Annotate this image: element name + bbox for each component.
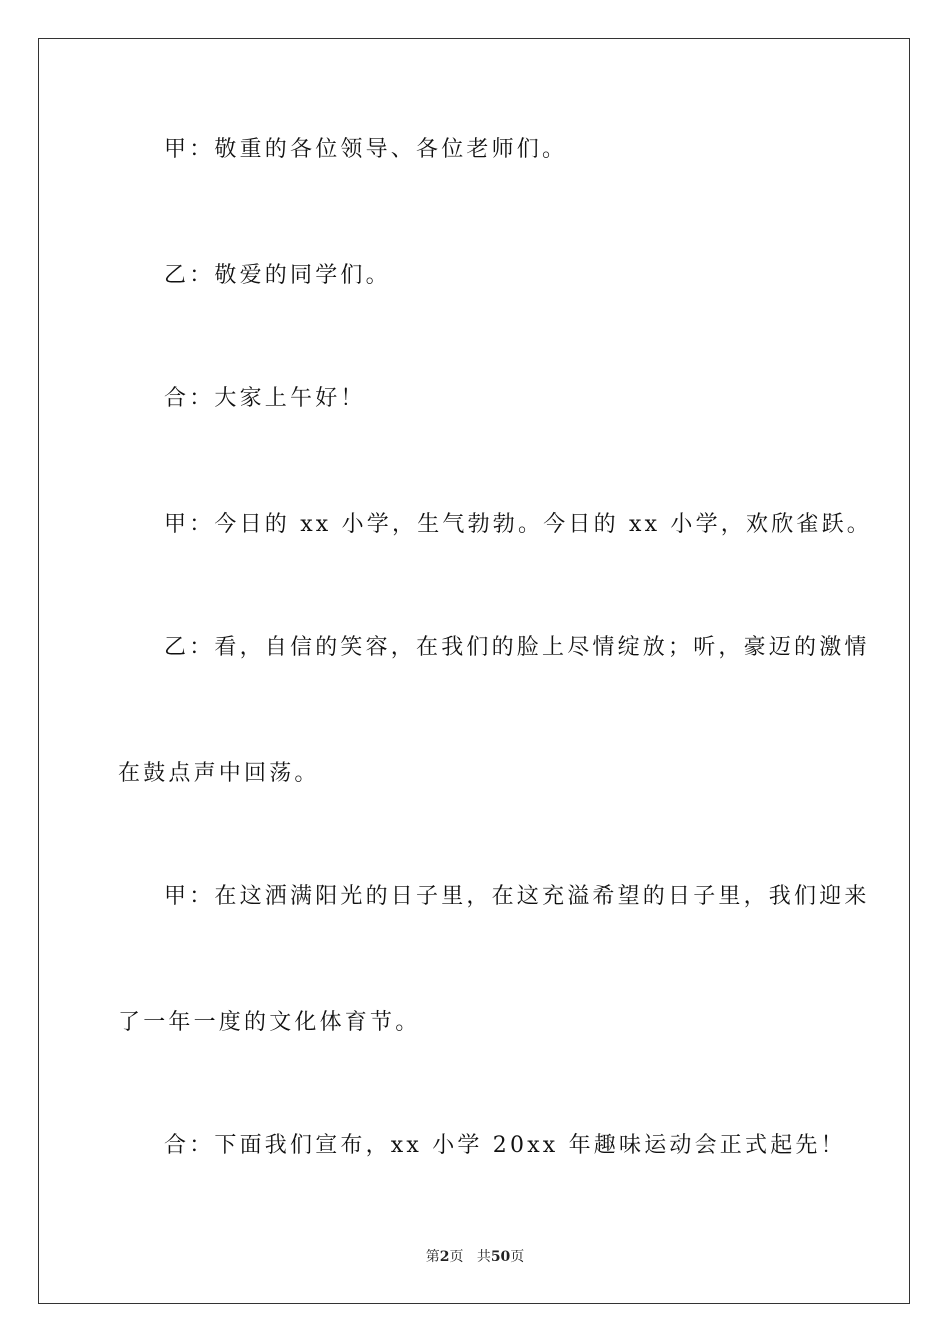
footer-page-number: 2 xyxy=(439,1249,450,1265)
footer-page-prefix: 第 xyxy=(425,1249,440,1265)
paragraph-line-1: 甲：敬重的各位领导、各位老师们。 xyxy=(164,137,568,162)
paragraph-line-7: 甲：在这洒满阳光的日子里，在这充溢希望的日子里，我们迎来 xyxy=(164,884,870,909)
paragraph-line-4: 甲：今日的 xx 小学，生气勃勃。今日的 xx 小学，欢欣雀跃。 xyxy=(164,512,873,537)
footer-total-number: 50 xyxy=(490,1249,511,1265)
paragraph-line-9: 合：下面我们宣布，xx 小学 20xx 年趣味运动会正式起先！ xyxy=(164,1133,846,1158)
footer-total-prefix: 共 xyxy=(476,1249,491,1265)
footer-page-suffix: 页 xyxy=(449,1249,464,1265)
paragraph-line-5: 乙：看，自信的笑容，在我们的脸上尽情绽放；听，豪迈的激情 xyxy=(164,635,870,660)
paragraph-line-3: 合：大家上午好！ xyxy=(164,386,366,411)
paragraph-line-6: 在鼓点声中回荡。 xyxy=(118,761,320,786)
paragraph-line-2: 乙：敬爱的同学们。 xyxy=(164,263,391,288)
page-border xyxy=(38,38,910,1304)
paragraph-line-8: 了一年一度的文化体育节。 xyxy=(118,1010,421,1035)
page-footer xyxy=(0,1248,950,1266)
footer-total-suffix: 页 xyxy=(510,1249,525,1265)
